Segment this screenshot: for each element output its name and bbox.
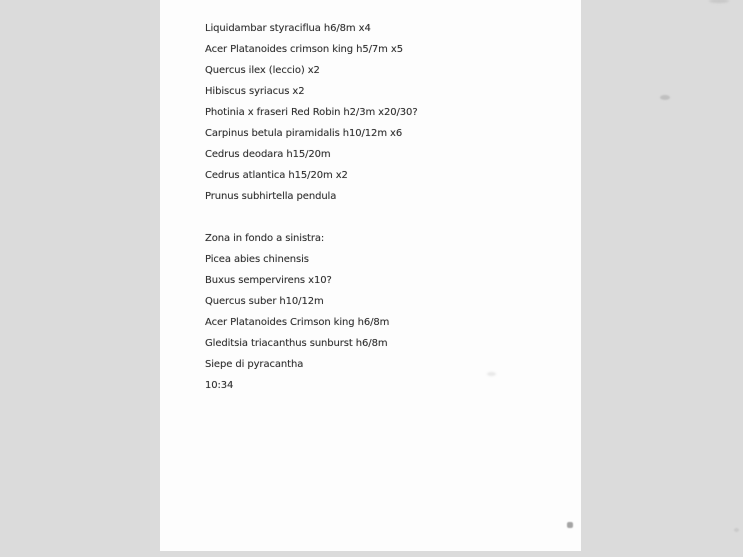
- note-line: Cedrus atlantica h15/20m x2: [205, 170, 348, 181]
- timestamp: 10:34: [205, 380, 234, 391]
- note-line: Liquidambar styraciflua h6/8m x4: [205, 23, 371, 34]
- note-line: Siepe di pyracantha: [205, 359, 304, 370]
- note-line: Carpinus betula piramidalis h10/12m x6: [205, 128, 403, 139]
- plant-list-section-back-left-zone: [205, 228, 571, 396]
- note-line: Picea abies chinensis: [205, 254, 309, 265]
- smudge-artifact: [734, 528, 739, 532]
- note-line: Acer Platanoides crimson king h5/7m x5: [205, 44, 403, 55]
- note-line: Prunus subhirtella pendula: [205, 191, 337, 202]
- note-line: Hibiscus syriacus x2: [205, 86, 305, 97]
- note-line: Cedrus deodara h15/20m: [205, 149, 331, 160]
- note-line: Quercus ilex (leccio) x2: [205, 65, 320, 76]
- plant-list-section-main: [205, 18, 571, 207]
- note-line: Acer Platanoides Crimson king h6/8m: [205, 317, 390, 328]
- document-page: [160, 0, 581, 551]
- smudge-artifact: [660, 95, 670, 100]
- note-line: Quercus suber h10/12m: [205, 296, 324, 307]
- plant-notes: [205, 18, 571, 396]
- note-line: Buxus sempervirens x10?: [205, 275, 332, 286]
- note-line: Gleditsia triacanthus sunburst h6/8m: [205, 338, 388, 349]
- section-heading: Zona in fondo a sinistra:: [205, 233, 325, 244]
- smudge-artifact: [487, 372, 496, 376]
- smudge-artifact: [709, 0, 729, 3]
- note-line: Photinia x fraseri Red Robin h2/3m x20/30?: [205, 107, 418, 118]
- smudge-artifact: [567, 522, 573, 528]
